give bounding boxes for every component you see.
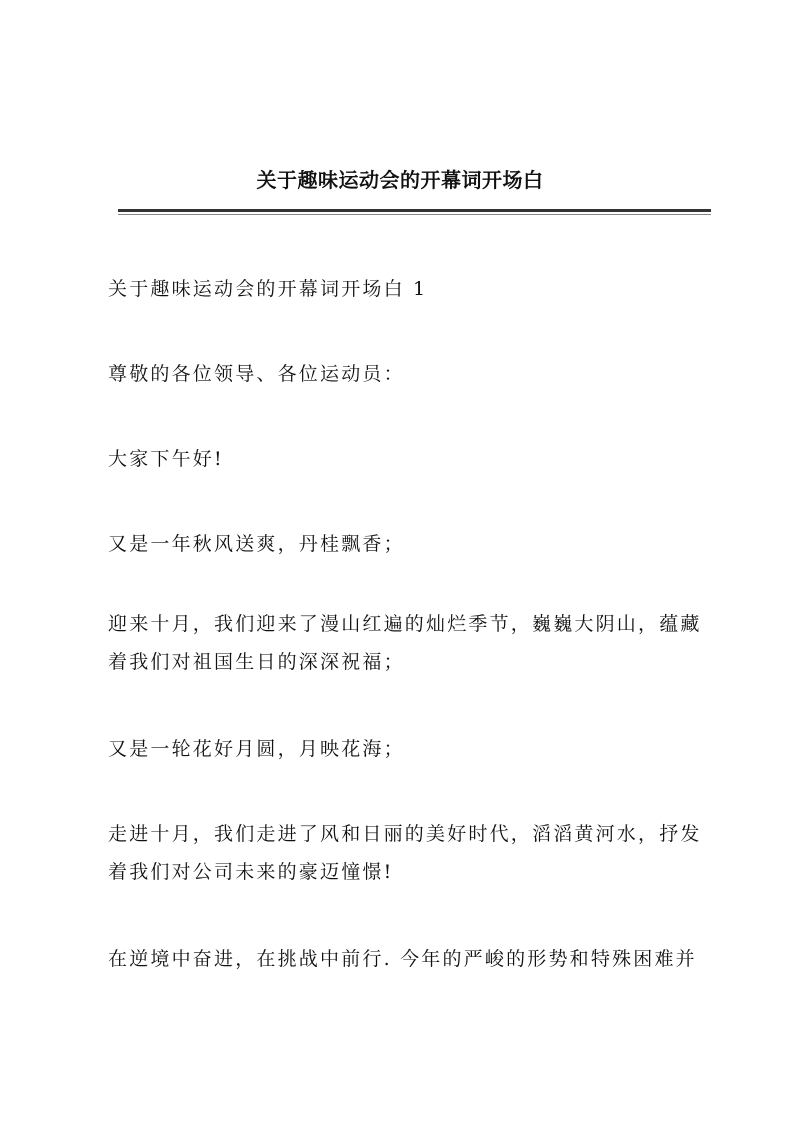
document-title: 关于趣味运动会的开幕词开场白 — [256, 168, 544, 192]
body-paragraph: 又是一年秋风送爽，丹桂飘香； — [108, 533, 405, 555]
title-divider — [118, 209, 711, 212]
greeting-paragraph: 大家下午好! — [108, 448, 224, 470]
body-paragraph: 走进十月，我们走进了风和日丽的美好时代，滔滔黄河水，抒发着我们对公司未来的豪迈憧憬! — [108, 823, 702, 883]
body-paragraph: 又是一轮花好月圆，月映花海； — [108, 738, 405, 760]
section-heading: 关于趣味运动会的开幕词开场白 1 — [108, 278, 428, 300]
body-paragraph: 迎来十月，我们迎来了漫山红遍的灿烂季节，巍巍大阴山，蕴藏着我们对祖国生日的深深祝福； — [108, 613, 702, 673]
salutation-paragraph: 尊敬的各位领导、各位运动员： — [108, 363, 405, 385]
title-divider-thin — [118, 214, 711, 215]
body-paragraph: 在逆境中奋进，在挑战中前行. 今年的严峻的形势和特殊困难并 — [108, 948, 697, 970]
